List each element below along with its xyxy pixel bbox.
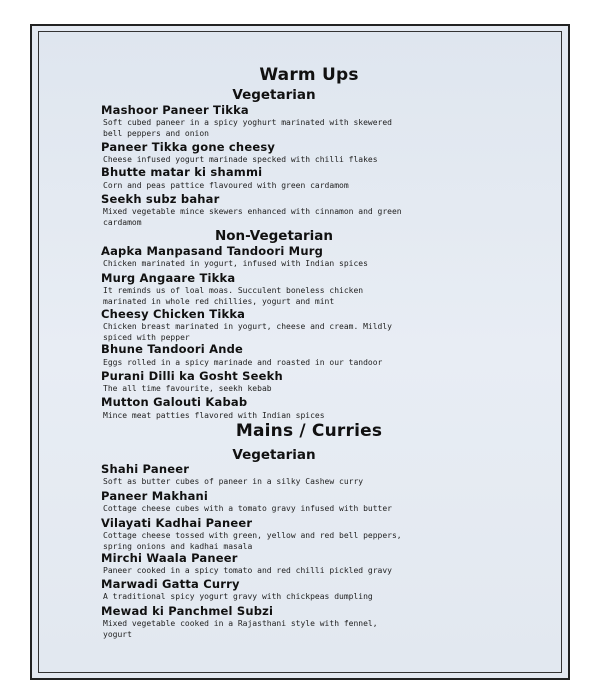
menu-item-name: Mirchi Waala Paneer xyxy=(101,551,238,565)
menu-item-name: Marwadi Gatta Curry xyxy=(101,577,240,591)
menu-item-name: Mutton Galouti Kabab xyxy=(101,395,248,409)
menu-item-desc: It reminds us of loal moas. Succulent boneless chicken marinated in whole red chillies, yogurt and mint xyxy=(103,286,364,306)
menu-item-name: Mewad ki Panchmel Subzi xyxy=(101,604,274,618)
menu-item-desc: Eggs rolled in a spicy marinade and roasted in our tandoor xyxy=(103,358,383,367)
menu-item-name: Murg Angaare Tikka xyxy=(101,271,236,285)
menu-item-name: Bhutte matar ki shammi xyxy=(101,165,263,179)
subsection-title-vegetarian: Vegetarian xyxy=(232,87,316,103)
menu-item-name: Vilayati Kadhai Paneer xyxy=(101,516,253,530)
menu-item-name: Bhune Tandoori Ande xyxy=(101,342,244,356)
menu-item-name: Paneer Tikka gone cheesy xyxy=(101,140,276,154)
menu-item-name: Purani Dilli ka Gosht Seekh xyxy=(101,369,283,383)
menu-item-desc: Cottage cheese cubes with a tomato gravy infused with butter xyxy=(103,504,392,513)
menu-item-desc: Mixed vegetable cooked in a Rajasthani style with fennel, yogurt xyxy=(103,619,378,639)
subsection-title-non-vegetarian: Non-Vegetarian xyxy=(214,228,334,244)
menu-item-desc: Mince meat patties flavored with Indian spices xyxy=(103,411,325,420)
menu-item-desc: Soft as butter cubes of paneer in a silky Cashew curry xyxy=(103,477,364,486)
menu-item-desc: Chicken breast marinated in yogurt, cheese and cream. Mildly spiced with pepper xyxy=(103,322,392,342)
section-title-warm-ups: Warm Ups xyxy=(259,65,359,85)
menu-item-desc: Paneer cooked in a spicy tomato and red chilli pickled gravy xyxy=(103,566,392,575)
menu-item-name: Shahi Paneer xyxy=(101,462,190,476)
menu-item-desc: Cheese infused yogurt marinade specked with chilli flakes xyxy=(103,155,378,164)
menu-item-name: Aapka Manpasand Tandoori Murg xyxy=(101,244,324,258)
menu-item-name: Cheesy Chicken Tikka xyxy=(101,307,246,321)
menu-inner-border xyxy=(38,31,562,673)
menu-item-name: Seekh subz bahar xyxy=(101,192,220,206)
menu-frame xyxy=(30,24,570,680)
subsection-title-vegetarian: Vegetarian xyxy=(232,447,316,463)
menu-item-desc: The all time favourite, seekh kebab xyxy=(103,384,272,393)
menu-item-desc: Mixed vegetable mince skewers enhanced with cinnamon and green cardamom xyxy=(103,207,402,227)
menu-item-name: Mashoor Paneer Tikka xyxy=(101,103,249,117)
menu-item-desc: A traditional spicy yogurt gravy with chickpeas dumpling xyxy=(103,592,373,601)
menu-item-desc: Chicken marinated in yogurt, infused with Indian spices xyxy=(103,259,368,268)
menu-item-name: Paneer Makhani xyxy=(101,489,209,503)
menu-item-desc: Corn and peas pattice flavoured with green cardamom xyxy=(103,181,349,190)
menu-item-desc: Cottage cheese tossed with green, yellow and red bell peppers, spring onions and kadhai masala xyxy=(103,531,402,551)
menu-item-desc: Soft cubed paneer in a spicy yoghurt marinated with skewered bell peppers and onion xyxy=(103,118,392,138)
section-title-mains: Mains / Curries xyxy=(235,421,383,441)
